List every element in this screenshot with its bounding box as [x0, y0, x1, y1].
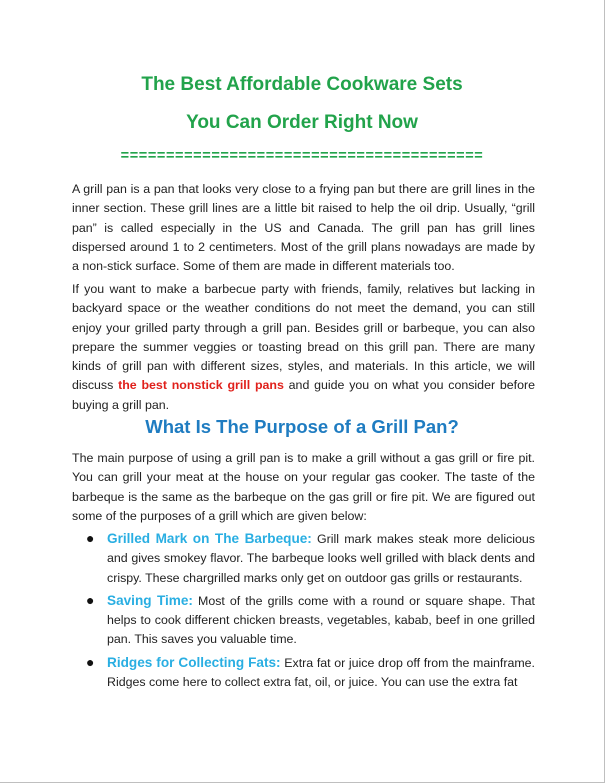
- section-paragraph: The main purpose of using a grill pan is to make a grill without a gas grill or fire pit. You can grill your meat at the house on your regular gas cooker. The taste of the barbeque is the same as the barbeque on the gas grill or fire pit. We are figured out some of the purposes of a grill which are given below:: [72, 451, 535, 523]
- nonstick-grill-pans-link[interactable]: the best nonstick grill pans: [118, 378, 284, 393]
- document-title-line-2: You Can Order Right Now: [186, 112, 418, 133]
- second-paragraph: [72, 280, 535, 415]
- list-item: [72, 529, 535, 588]
- title-separator: ========================================: [120, 148, 484, 164]
- intro-paragraph: A grill pan is a pan that looks very close to a frying pan but there are grill lines in the inner section. These grill lines are a little bit raised to help the oil drip. Usually, “grill pan” is called especially in the US and Canada. The grill pan has grill lines dispersed around 1 to 2 centimeters. Most of the grill plans nowadays are made by a non-stick surface. Some of them are made in different materials too.: [72, 182, 535, 274]
- bullet-text: Grill mark makes steak more delicious and gives smokey flavor. The barbeque looks well grilled with black dents and crispy. These chargrilled marks only get on outdoor gas grills or restaurants.: [107, 532, 536, 585]
- list-item: [72, 653, 535, 693]
- bullet-text: Most of the grills come with a round or square shape. That helps to cook different chicken breasts, vegetables, kabab, beef in one grilled pan. This saves you valuable time.: [107, 593, 536, 647]
- bullet-icon: ●: [86, 591, 95, 608]
- bullet-title: Ridges for Collecting Fats:: [107, 654, 281, 670]
- bullet-title: Saving Time:: [107, 592, 193, 608]
- bullet-icon: ●: [86, 530, 95, 546]
- section-heading: What Is The Purpose of a Grill Pan?: [145, 416, 459, 437]
- document-title-line-1: The Best Affordable Cookware Sets: [141, 74, 463, 95]
- list-item: [72, 591, 535, 650]
- purpose-bullet-list: [72, 529, 535, 695]
- bullet-title: Grilled Mark on The Barbeque:: [107, 531, 312, 546]
- second-paragraph-text-before: If you want to make a barbecue party with friends, family, relatives but lacking in backyard space or the weather conditions do not meet the demand, you can still enjoy your grilled party through a grill pan. Besides grill or barbeque, you can also prepare the summer veggies or toasting bread on this grill pan. There are many kinds of grill pan with different sizes, styles, and materials. In this article, we will discuss: [72, 282, 535, 393]
- bullet-icon: ●: [86, 653, 95, 670]
- second-paragraph-text-after: and guide you on what you consider before buying a grill pan.: [72, 378, 535, 412]
- bullet-text: Extra fat or juice drop off from the mainframe. Ridges come here to collect extra fat, oil, or juice. You can use the extra fat: [107, 655, 535, 690]
